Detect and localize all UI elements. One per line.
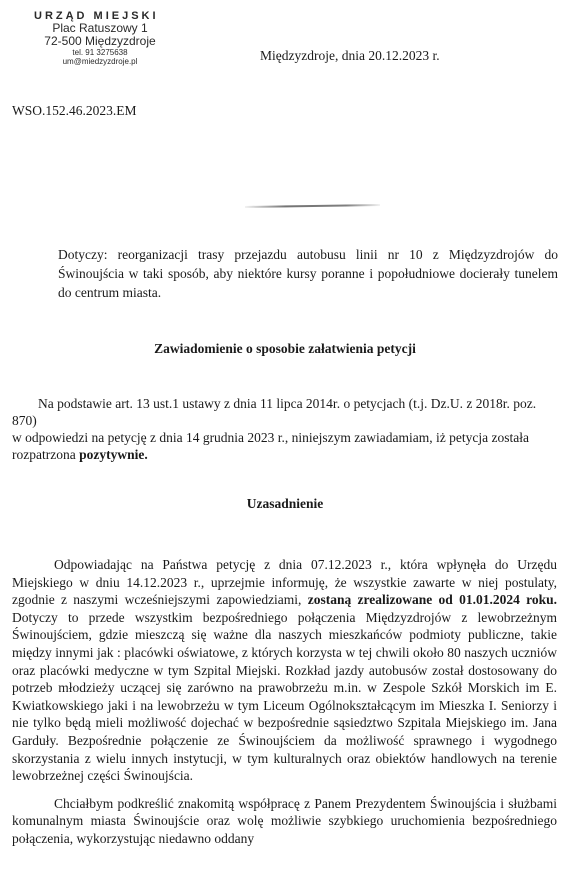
decision-text: w odpowiedzi na petycję z dnia 14 grudnia 2023 r., niniejszym zawiadamiam, iż petycja została rozpatrzona xyxy=(12,430,529,462)
paragraph-1-bold: zostaną zrealizowane od 01.01.2024 roku. xyxy=(307,592,558,608)
stamp-street: Plac Ratuszowy 1 xyxy=(52,21,148,35)
legal-basis-line xyxy=(12,395,557,429)
paragraph-2: Chciałbym podkreślić znakomitą współpracę z Panem Prezydentem Świnoujścia i służbami komunalnym miasta Świnoujście oraz wolę możliwie szybkiego uruchomienia bezpośredniego połączenia, wykorzystując niedawno oddany xyxy=(12,795,557,846)
justification-body xyxy=(12,556,557,848)
stamp-phone: tel. 91 3275638 xyxy=(72,48,128,57)
paragraph-1-intro: Odpowiadając na Państwa petycję z dnia 07.12.2023 r., która wpłynęła do Urzędu Miejskiego w dniu 14.12.2023 r., uprzejmie informuję, że wszystkie zawarte w niej postulaty, zgodnie z naszymi wcześniejszymi zapowiedziami, xyxy=(12,557,557,608)
paragraph-1-rest: Dotyczy to przede wszystkim bezpośredniego połączenia Międzyzdrojów z lewobrzeżnym Świnoujściem, gdzie mieszczą się ważne dla naszych mieszkańców podmioty publiczne, takie między innymi jak : placówki oświatowe, z których korzysta w tej chwili około 80 naszych uczniów oraz placówki medyczne w tym Szpital Miejski. Rozkład jazdy autobusów został dostosowany do potrzeb młodzieży uczącej się zarówno na prawobrzeżu m.in. w Zespole Szkół Morskich im E. Kwiatkowskiego jaki i na lewobrzeżu w tym Liceum Ogólnokształcącym im Mieszka I. Seniorzy i nie tylko będą mieli możliwość dojechać w bezpośrednie sąsiedztwo Szpitala Miejskiego im. Jana Garduły. Bezpośrednie połączenie ze Świnoujściem da możliwość sprawnego i wygodnego skorzystania z wielu innych instytucji, w tym kulturalnych oraz obiektów handlowych na terenie lewobrzeżnej części Świnoujścia. xyxy=(12,609,557,784)
reference-number: WSO.152.46.2023.EM xyxy=(12,103,137,118)
subject-text: Dotyczy: reorganizacji trasy przejazdu autobusu linii nr 10 z Międzyzdrojów do Świnoujścia w taki sposób, aby niektóre kursy poranne i popołudniowe docierały tunelem do centrum miasta. xyxy=(58,247,558,300)
legal-basis-text: Na podstawie art. 13 ust.1 ustawy z dnia 11 lipca 2014r. o petycjach (t.j. Dz.U. z 2018r. poz. 870) xyxy=(12,396,537,428)
date-line: Międzyzdroje, dnia 20.12.2023 r. xyxy=(260,48,440,63)
stamp-city: 72-500 Międzyzdroje xyxy=(44,34,156,48)
petition-decision xyxy=(12,429,557,463)
notice-title: Zawiadomienie o sposobie załatwienia petycji xyxy=(154,341,416,356)
stamp-office-name: URZĄD MIEJSKI xyxy=(34,10,159,22)
stamp-email: um@miedzyzdroje.pl xyxy=(62,57,138,66)
justification-title: Uzasadnienie xyxy=(246,496,324,511)
signature-line xyxy=(245,204,380,208)
office-stamp xyxy=(30,10,170,66)
paragraph-1 xyxy=(12,556,557,785)
legal-basis xyxy=(12,395,557,463)
decision-verdict: pozytywnie. xyxy=(79,447,148,462)
